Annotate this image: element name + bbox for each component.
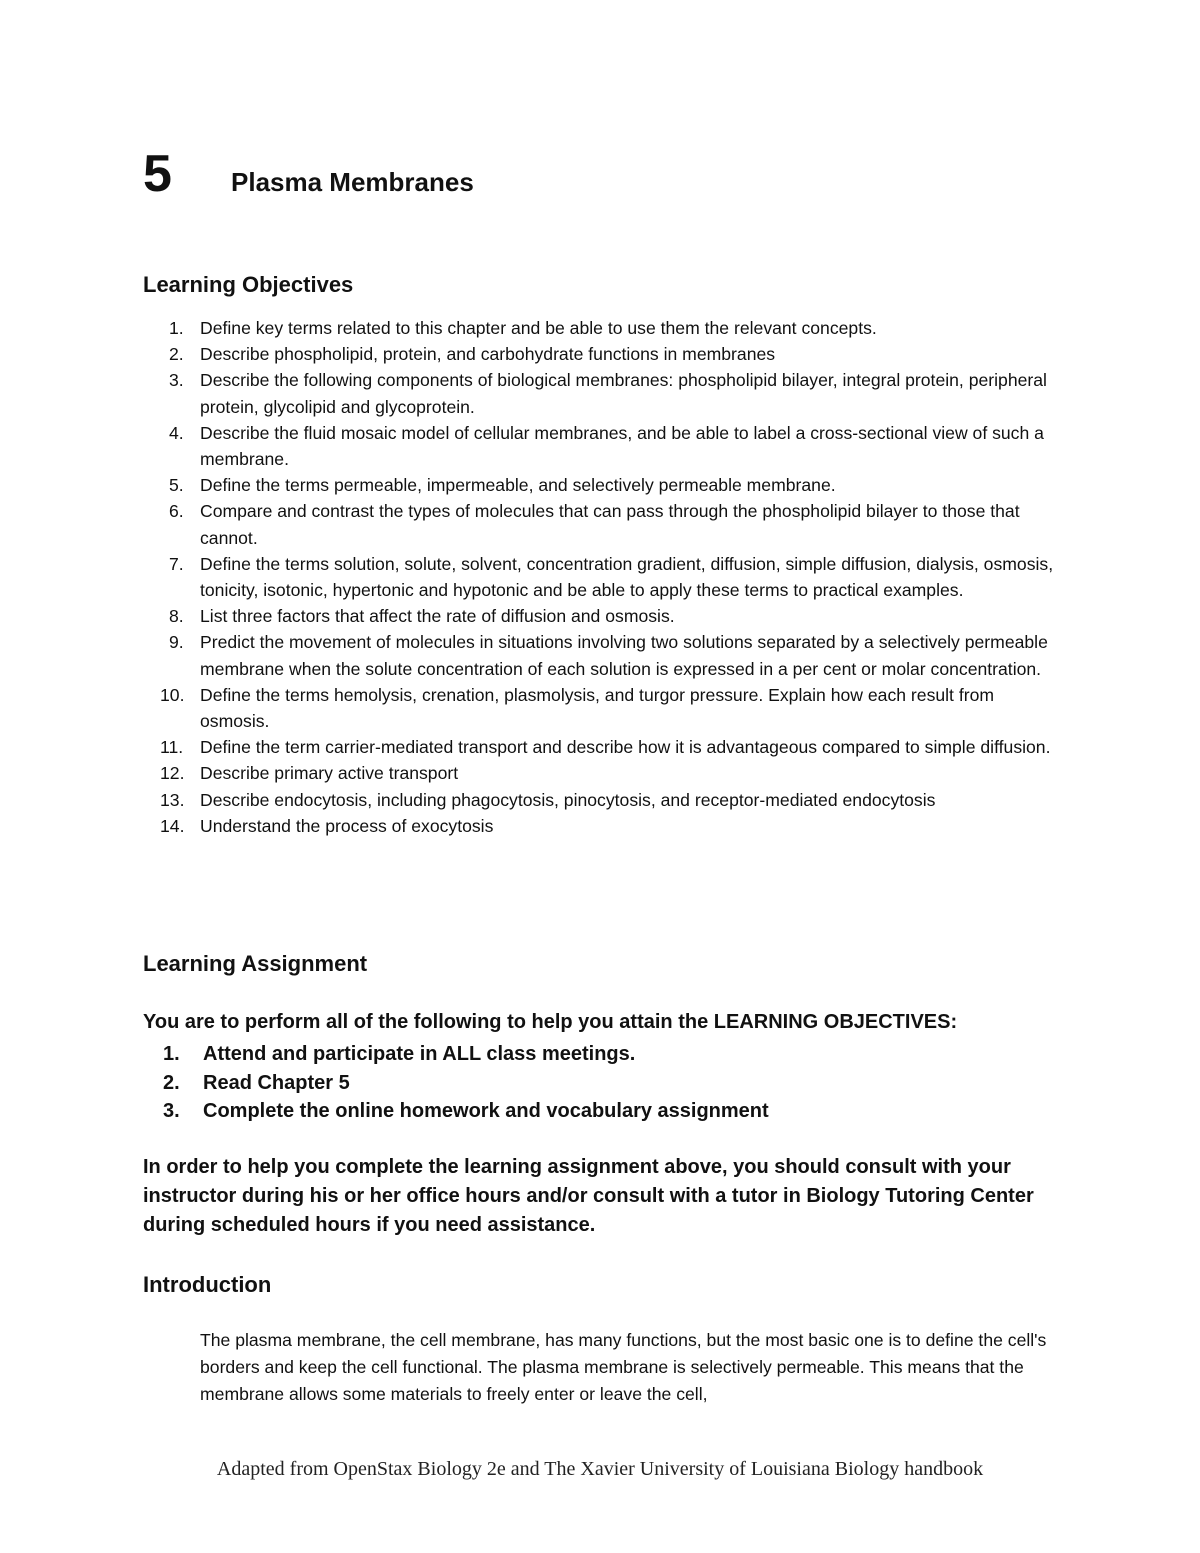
objective-text: Describe the following components of biological membranes: phospholipid bilayer, integral protein, peripheral protein, glycolipid and glycoprotein. (200, 370, 1047, 417)
objective-number: 7. (169, 553, 184, 574)
introduction-heading: Introduction (143, 1272, 272, 1297)
objective-text: Define the terms solution, solute, solvent, concentration gradient, diffusion, simple diffusion, dialysis, osmosis, tonicity, isotonic, hypertonic and hypotonic and be able to apply these terms to practical examples. (200, 553, 1054, 601)
objective-number: 8. (169, 606, 184, 627)
objective-item (143, 341, 1063, 367)
chapter-number: 5 (143, 145, 172, 203)
chapter-name: Plasma Membranes (231, 167, 474, 197)
chapter-title (143, 145, 474, 203)
objective-number: 1. (169, 318, 184, 338)
assignment-text: Complete the online homework and vocabulary assignment (203, 1100, 769, 1122)
objective-text: Describe phospholipid, protein, and carbohydrate functions in membranes (200, 344, 776, 365)
objective-item (143, 551, 1063, 603)
assignment-heading: Learning Assignment (143, 951, 368, 976)
objective-item (143, 629, 1063, 681)
assignment-intro (143, 1011, 957, 1034)
assignment-number: 1. (163, 1043, 180, 1065)
introduction-paragraph: The plasma membrane, the cell membrane, has many functions, but the most basic one is to define the cell's borders and keep the cell functional. The plasma membrane is selectively permeable. This means that the membrane allows some materials to freely enter or leave the cell, (200, 1330, 1047, 1404)
objective-number: 12. (160, 763, 185, 784)
assistance-paragraph: In order to help you complete the learning assignment above, you should consult with your instructor during his or her office hours and/or consult with a tutor in Biology Tutoring Center during scheduled hours if you need assistance. (143, 1156, 1034, 1236)
assignment-item (143, 1097, 769, 1126)
objective-number: 9. (169, 632, 184, 653)
objective-item (143, 472, 1063, 498)
assignment-item (143, 1069, 769, 1098)
objective-item (143, 367, 1063, 419)
objective-text: Describe the fluid mosaic model of cellular membranes, and be able to label a cross-sectional view of such a membrane. (200, 422, 1044, 470)
objective-text: Predict the movement of molecules in situations involving two solutions separated by a selectively permeable membrane when the solute concentration of each solution is expressed in a per cent or molar concentration. (200, 632, 1048, 679)
objective-number: 13. (160, 789, 185, 810)
assignment-number: 2. (163, 1071, 180, 1094)
objective-number: 2. (169, 344, 184, 365)
page-footer: Adapted from OpenStax Biology 2e and The Xavier University of Louisiana Biology handbook (216, 1458, 984, 1480)
objective-text: Define the terms hemolysis, crenation, plasmolysis, and turgor pressure. Explain how each result from osmosis. (200, 684, 995, 732)
objective-item (143, 498, 1063, 550)
objective-number: 5. (169, 475, 184, 496)
objective-number: 11. (160, 737, 184, 758)
objective-number: 14. (160, 815, 185, 836)
objectives-list (143, 315, 1063, 839)
objective-number: 6. (169, 501, 184, 522)
objective-number: 10. (160, 684, 185, 705)
objective-text: Understand the process of exocytosis (200, 815, 494, 836)
objective-text: Define key terms related to this chapter and be able to use them the relevant concepts. (200, 318, 877, 338)
assignment-number: 3. (163, 1100, 180, 1122)
objective-item (143, 734, 1063, 760)
objective-item (143, 813, 1063, 839)
objective-text: Compare and contrast the types of molecules that can pass through the phospholipid bilayer to those that cannot. (200, 501, 1020, 548)
assignment-text: Read Chapter 5 (203, 1071, 350, 1094)
objective-item (143, 420, 1063, 472)
assignment-intro-caps: LEARNING OBJECTIVES: (713, 1011, 958, 1033)
assignment-item (143, 1040, 769, 1069)
objective-item (143, 787, 1063, 813)
objective-item (143, 760, 1063, 786)
objectives-heading: Learning Objectives (143, 272, 354, 297)
objective-text: List three factors that affect the rate of diffusion and osmosis. (200, 606, 675, 627)
objective-item (143, 682, 1063, 734)
objective-text: Describe endocytosis, including phagocytosis, pinocytosis, and receptor-mediated endocytosis (200, 789, 936, 810)
assignment-list (143, 1040, 769, 1126)
objective-text: Describe primary active transport (200, 763, 459, 784)
assignment-intro-prefix: You are to perform all of the following to help you attain the (143, 1011, 714, 1033)
objective-item (143, 315, 1063, 341)
objective-text: Define the term carrier-mediated transport and describe how it is advantageous compared to simple diffusion. (200, 737, 1051, 758)
assignment-text: Attend and participate in ALL class meetings. (203, 1043, 636, 1065)
objective-item (143, 603, 1063, 629)
objective-text: Define the terms permeable, impermeable, and selectively permeable membrane. (200, 475, 836, 496)
objective-number: 4. (169, 422, 184, 443)
objective-number: 3. (169, 370, 184, 391)
